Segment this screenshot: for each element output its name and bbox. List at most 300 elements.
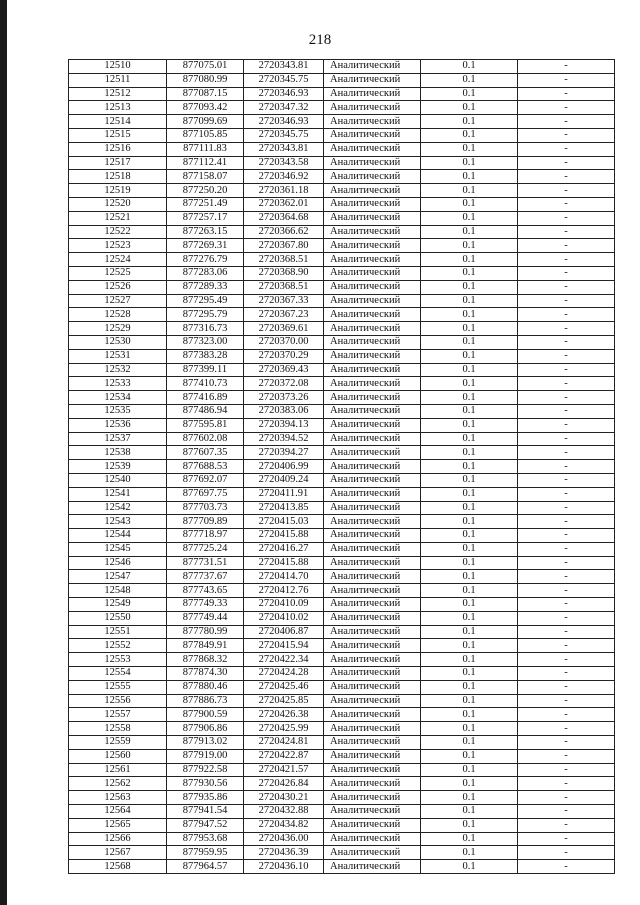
accuracy-cell: 0.1 bbox=[421, 846, 518, 860]
coordinates-table bbox=[68, 59, 615, 874]
y-coordinate-cell: 2720364.68 bbox=[244, 211, 324, 225]
point-number-cell: 12521 bbox=[69, 211, 167, 225]
table-row bbox=[69, 625, 615, 639]
table-row bbox=[69, 87, 615, 101]
method-cell: Аналитический bbox=[324, 515, 421, 529]
table-row bbox=[69, 805, 615, 819]
y-coordinate-cell: 2720343.81 bbox=[244, 142, 324, 156]
x-coordinate-cell: 877718.97 bbox=[167, 529, 244, 543]
y-coordinate-cell: 2720373.26 bbox=[244, 391, 324, 405]
method-cell: Аналитический bbox=[324, 598, 421, 612]
point-number-cell: 12528 bbox=[69, 308, 167, 322]
table-row bbox=[69, 335, 615, 349]
method-cell: Аналитический bbox=[324, 832, 421, 846]
method-cell: Аналитический bbox=[324, 791, 421, 805]
accuracy-cell: 0.1 bbox=[421, 584, 518, 598]
method-cell: Аналитический bbox=[324, 349, 421, 363]
method-cell: Аналитический bbox=[324, 584, 421, 598]
coordinates-table-body bbox=[69, 60, 615, 874]
table-row bbox=[69, 598, 615, 612]
table-row bbox=[69, 708, 615, 722]
y-coordinate-cell: 2720432.88 bbox=[244, 805, 324, 819]
point-number-cell: 12554 bbox=[69, 667, 167, 681]
y-coordinate-cell: 2720370.00 bbox=[244, 335, 324, 349]
table-row bbox=[69, 680, 615, 694]
y-coordinate-cell: 2720394.27 bbox=[244, 446, 324, 460]
y-coordinate-cell: 2720415.88 bbox=[244, 556, 324, 570]
table-row bbox=[69, 501, 615, 515]
note-cell: - bbox=[518, 391, 615, 405]
x-coordinate-cell: 877709.89 bbox=[167, 515, 244, 529]
point-number-cell: 12557 bbox=[69, 708, 167, 722]
accuracy-cell: 0.1 bbox=[421, 363, 518, 377]
table-row bbox=[69, 377, 615, 391]
accuracy-cell: 0.1 bbox=[421, 308, 518, 322]
y-coordinate-cell: 2720426.84 bbox=[244, 777, 324, 791]
note-cell: - bbox=[518, 404, 615, 418]
note-cell: - bbox=[518, 142, 615, 156]
point-number-cell: 12529 bbox=[69, 322, 167, 336]
table-row bbox=[69, 308, 615, 322]
method-cell: Аналитический bbox=[324, 184, 421, 198]
point-number-cell: 12542 bbox=[69, 501, 167, 515]
table-row bbox=[69, 763, 615, 777]
method-cell: Аналитический bbox=[324, 818, 421, 832]
method-cell: Аналитический bbox=[324, 170, 421, 184]
note-cell: - bbox=[518, 73, 615, 87]
method-cell: Аналитический bbox=[324, 418, 421, 432]
x-coordinate-cell: 877283.06 bbox=[167, 266, 244, 280]
note-cell: - bbox=[518, 818, 615, 832]
accuracy-cell: 0.1 bbox=[421, 128, 518, 142]
y-coordinate-cell: 2720406.99 bbox=[244, 460, 324, 474]
y-coordinate-cell: 2720415.03 bbox=[244, 515, 324, 529]
point-number-cell: 12555 bbox=[69, 680, 167, 694]
table-row bbox=[69, 391, 615, 405]
accuracy-cell: 0.1 bbox=[421, 404, 518, 418]
y-coordinate-cell: 2720411.91 bbox=[244, 487, 324, 501]
note-cell: - bbox=[518, 860, 615, 874]
point-number-cell: 12548 bbox=[69, 584, 167, 598]
accuracy-cell: 0.1 bbox=[421, 625, 518, 639]
accuracy-cell: 0.1 bbox=[421, 501, 518, 515]
y-coordinate-cell: 2720406.87 bbox=[244, 625, 324, 639]
point-number-cell: 12524 bbox=[69, 253, 167, 267]
point-number-cell: 12544 bbox=[69, 529, 167, 543]
y-coordinate-cell: 2720367.33 bbox=[244, 294, 324, 308]
table-row bbox=[69, 363, 615, 377]
method-cell: Аналитический bbox=[324, 446, 421, 460]
y-coordinate-cell: 2720346.93 bbox=[244, 115, 324, 129]
table-row bbox=[69, 473, 615, 487]
accuracy-cell: 0.1 bbox=[421, 473, 518, 487]
y-coordinate-cell: 2720367.80 bbox=[244, 239, 324, 253]
note-cell: - bbox=[518, 515, 615, 529]
point-number-cell: 12560 bbox=[69, 749, 167, 763]
point-number-cell: 12527 bbox=[69, 294, 167, 308]
point-number-cell: 12556 bbox=[69, 694, 167, 708]
note-cell: - bbox=[518, 791, 615, 805]
table-row bbox=[69, 611, 615, 625]
accuracy-cell: 0.1 bbox=[421, 653, 518, 667]
method-cell: Аналитический bbox=[324, 680, 421, 694]
y-coordinate-cell: 2720436.00 bbox=[244, 832, 324, 846]
x-coordinate-cell: 877919.00 bbox=[167, 749, 244, 763]
accuracy-cell: 0.1 bbox=[421, 142, 518, 156]
table-row bbox=[69, 460, 615, 474]
note-cell: - bbox=[518, 542, 615, 556]
point-number-cell: 12535 bbox=[69, 404, 167, 418]
method-cell: Аналитический bbox=[324, 391, 421, 405]
method-cell: Аналитический bbox=[324, 322, 421, 336]
accuracy-cell: 0.1 bbox=[421, 694, 518, 708]
y-coordinate-cell: 2720424.81 bbox=[244, 736, 324, 750]
note-cell: - bbox=[518, 473, 615, 487]
x-coordinate-cell: 877688.53 bbox=[167, 460, 244, 474]
method-cell: Аналитический bbox=[324, 266, 421, 280]
note-cell: - bbox=[518, 322, 615, 336]
point-number-cell: 12512 bbox=[69, 87, 167, 101]
accuracy-cell: 0.1 bbox=[421, 418, 518, 432]
x-coordinate-cell: 877703.73 bbox=[167, 501, 244, 515]
note-cell: - bbox=[518, 736, 615, 750]
x-coordinate-cell: 877410.73 bbox=[167, 377, 244, 391]
x-coordinate-cell: 877111.83 bbox=[167, 142, 244, 156]
x-coordinate-cell: 877906.86 bbox=[167, 722, 244, 736]
note-cell: - bbox=[518, 501, 615, 515]
note-cell: - bbox=[518, 529, 615, 543]
note-cell: - bbox=[518, 225, 615, 239]
accuracy-cell: 0.1 bbox=[421, 322, 518, 336]
table-row bbox=[69, 749, 615, 763]
x-coordinate-cell: 877880.46 bbox=[167, 680, 244, 694]
x-coordinate-cell: 877075.01 bbox=[167, 60, 244, 74]
note-cell: - bbox=[518, 639, 615, 653]
method-cell: Аналитический bbox=[324, 570, 421, 584]
accuracy-cell: 0.1 bbox=[421, 487, 518, 501]
x-coordinate-cell: 877416.89 bbox=[167, 391, 244, 405]
y-coordinate-cell: 2720415.88 bbox=[244, 529, 324, 543]
y-coordinate-cell: 2720361.18 bbox=[244, 184, 324, 198]
table-row bbox=[69, 170, 615, 184]
method-cell: Аналитический bbox=[324, 239, 421, 253]
y-coordinate-cell: 2720394.13 bbox=[244, 418, 324, 432]
note-cell: - bbox=[518, 253, 615, 267]
table-row bbox=[69, 142, 615, 156]
note-cell: - bbox=[518, 101, 615, 115]
note-cell: - bbox=[518, 335, 615, 349]
x-coordinate-cell: 877849.91 bbox=[167, 639, 244, 653]
note-cell: - bbox=[518, 418, 615, 432]
accuracy-cell: 0.1 bbox=[421, 611, 518, 625]
note-cell: - bbox=[518, 556, 615, 570]
y-coordinate-cell: 2720412.76 bbox=[244, 584, 324, 598]
method-cell: Аналитический bbox=[324, 60, 421, 74]
accuracy-cell: 0.1 bbox=[421, 598, 518, 612]
point-number-cell: 12549 bbox=[69, 598, 167, 612]
x-coordinate-cell: 877959.95 bbox=[167, 846, 244, 860]
note-cell: - bbox=[518, 763, 615, 777]
note-cell: - bbox=[518, 280, 615, 294]
note-cell: - bbox=[518, 460, 615, 474]
x-coordinate-cell: 877743.65 bbox=[167, 584, 244, 598]
y-coordinate-cell: 2720368.51 bbox=[244, 280, 324, 294]
table-row bbox=[69, 584, 615, 598]
point-number-cell: 12532 bbox=[69, 363, 167, 377]
note-cell: - bbox=[518, 680, 615, 694]
accuracy-cell: 0.1 bbox=[421, 253, 518, 267]
method-cell: Аналитический bbox=[324, 225, 421, 239]
method-cell: Аналитический bbox=[324, 460, 421, 474]
note-cell: - bbox=[518, 487, 615, 501]
table-row bbox=[69, 736, 615, 750]
x-coordinate-cell: 877087.15 bbox=[167, 87, 244, 101]
x-coordinate-cell: 877323.00 bbox=[167, 335, 244, 349]
table-row bbox=[69, 184, 615, 198]
y-coordinate-cell: 2720415.94 bbox=[244, 639, 324, 653]
accuracy-cell: 0.1 bbox=[421, 335, 518, 349]
note-cell: - bbox=[518, 708, 615, 722]
x-coordinate-cell: 877697.75 bbox=[167, 487, 244, 501]
point-number-cell: 12558 bbox=[69, 722, 167, 736]
method-cell: Аналитический bbox=[324, 860, 421, 874]
y-coordinate-cell: 2720434.82 bbox=[244, 818, 324, 832]
accuracy-cell: 0.1 bbox=[421, 736, 518, 750]
method-cell: Аналитический bbox=[324, 694, 421, 708]
note-cell: - bbox=[518, 749, 615, 763]
accuracy-cell: 0.1 bbox=[421, 805, 518, 819]
point-number-cell: 12539 bbox=[69, 460, 167, 474]
method-cell: Аналитический bbox=[324, 501, 421, 515]
point-number-cell: 12543 bbox=[69, 515, 167, 529]
method-cell: Аналитический bbox=[324, 87, 421, 101]
accuracy-cell: 0.1 bbox=[421, 211, 518, 225]
y-coordinate-cell: 2720414.70 bbox=[244, 570, 324, 584]
method-cell: Аналитический bbox=[324, 749, 421, 763]
method-cell: Аналитический bbox=[324, 846, 421, 860]
point-number-cell: 12516 bbox=[69, 142, 167, 156]
table-row bbox=[69, 556, 615, 570]
y-coordinate-cell: 2720345.75 bbox=[244, 128, 324, 142]
table-row bbox=[69, 846, 615, 860]
method-cell: Аналитический bbox=[324, 101, 421, 115]
table-row bbox=[69, 791, 615, 805]
x-coordinate-cell: 877737.67 bbox=[167, 570, 244, 584]
point-number-cell: 12510 bbox=[69, 60, 167, 74]
accuracy-cell: 0.1 bbox=[421, 777, 518, 791]
accuracy-cell: 0.1 bbox=[421, 294, 518, 308]
accuracy-cell: 0.1 bbox=[421, 722, 518, 736]
method-cell: Аналитический bbox=[324, 115, 421, 129]
method-cell: Аналитический bbox=[324, 128, 421, 142]
note-cell: - bbox=[518, 197, 615, 211]
table-row bbox=[69, 722, 615, 736]
method-cell: Аналитический bbox=[324, 294, 421, 308]
y-coordinate-cell: 2720372.08 bbox=[244, 377, 324, 391]
table-row bbox=[69, 570, 615, 584]
method-cell: Аналитический bbox=[324, 763, 421, 777]
accuracy-cell: 0.1 bbox=[421, 170, 518, 184]
point-number-cell: 12561 bbox=[69, 763, 167, 777]
point-number-cell: 12523 bbox=[69, 239, 167, 253]
method-cell: Аналитический bbox=[324, 777, 421, 791]
method-cell: Аналитический bbox=[324, 432, 421, 446]
x-coordinate-cell: 877112.41 bbox=[167, 156, 244, 170]
table-row bbox=[69, 115, 615, 129]
x-coordinate-cell: 877935.86 bbox=[167, 791, 244, 805]
note-cell: - bbox=[518, 60, 615, 74]
accuracy-cell: 0.1 bbox=[421, 225, 518, 239]
point-number-cell: 12533 bbox=[69, 377, 167, 391]
point-number-cell: 12530 bbox=[69, 335, 167, 349]
y-coordinate-cell: 2720424.28 bbox=[244, 667, 324, 681]
point-number-cell: 12536 bbox=[69, 418, 167, 432]
method-cell: Аналитический bbox=[324, 736, 421, 750]
note-cell: - bbox=[518, 694, 615, 708]
x-coordinate-cell: 877868.32 bbox=[167, 653, 244, 667]
accuracy-cell: 0.1 bbox=[421, 667, 518, 681]
note-cell: - bbox=[518, 611, 615, 625]
accuracy-cell: 0.1 bbox=[421, 515, 518, 529]
method-cell: Аналитический bbox=[324, 487, 421, 501]
accuracy-cell: 0.1 bbox=[421, 542, 518, 556]
x-coordinate-cell: 877099.69 bbox=[167, 115, 244, 129]
table-row bbox=[69, 280, 615, 294]
accuracy-cell: 0.1 bbox=[421, 708, 518, 722]
method-cell: Аналитический bbox=[324, 805, 421, 819]
note-cell: - bbox=[518, 266, 615, 280]
note-cell: - bbox=[518, 363, 615, 377]
method-cell: Аналитический bbox=[324, 197, 421, 211]
y-coordinate-cell: 2720343.58 bbox=[244, 156, 324, 170]
page-number: 218 bbox=[308, 32, 332, 48]
accuracy-cell: 0.1 bbox=[421, 556, 518, 570]
note-cell: - bbox=[518, 294, 615, 308]
table-row bbox=[69, 225, 615, 239]
point-number-cell: 12525 bbox=[69, 266, 167, 280]
point-number-cell: 12551 bbox=[69, 625, 167, 639]
table-row bbox=[69, 653, 615, 667]
note-cell: - bbox=[518, 211, 615, 225]
accuracy-cell: 0.1 bbox=[421, 377, 518, 391]
accuracy-cell: 0.1 bbox=[421, 266, 518, 280]
accuracy-cell: 0.1 bbox=[421, 832, 518, 846]
accuracy-cell: 0.1 bbox=[421, 184, 518, 198]
accuracy-cell: 0.1 bbox=[421, 639, 518, 653]
note-cell: - bbox=[518, 308, 615, 322]
x-coordinate-cell: 877749.33 bbox=[167, 598, 244, 612]
x-coordinate-cell: 877295.79 bbox=[167, 308, 244, 322]
x-coordinate-cell: 877276.79 bbox=[167, 253, 244, 267]
note-cell: - bbox=[518, 446, 615, 460]
x-coordinate-cell: 877289.33 bbox=[167, 280, 244, 294]
y-coordinate-cell: 2720383.06 bbox=[244, 404, 324, 418]
method-cell: Аналитический bbox=[324, 611, 421, 625]
x-coordinate-cell: 877080.99 bbox=[167, 73, 244, 87]
method-cell: Аналитический bbox=[324, 404, 421, 418]
note-cell: - bbox=[518, 87, 615, 101]
point-number-cell: 12568 bbox=[69, 860, 167, 874]
point-number-cell: 12522 bbox=[69, 225, 167, 239]
point-number-cell: 12552 bbox=[69, 639, 167, 653]
x-coordinate-cell: 877725.24 bbox=[167, 542, 244, 556]
accuracy-cell: 0.1 bbox=[421, 349, 518, 363]
y-coordinate-cell: 2720362.01 bbox=[244, 197, 324, 211]
x-coordinate-cell: 877692.07 bbox=[167, 473, 244, 487]
method-cell: Аналитический bbox=[324, 308, 421, 322]
y-coordinate-cell: 2720425.85 bbox=[244, 694, 324, 708]
x-coordinate-cell: 877383.28 bbox=[167, 349, 244, 363]
x-coordinate-cell: 877922.58 bbox=[167, 763, 244, 777]
accuracy-cell: 0.1 bbox=[421, 763, 518, 777]
y-coordinate-cell: 2720413.85 bbox=[244, 501, 324, 515]
y-coordinate-cell: 2720436.10 bbox=[244, 860, 324, 874]
point-number-cell: 12540 bbox=[69, 473, 167, 487]
accuracy-cell: 0.1 bbox=[421, 197, 518, 211]
x-coordinate-cell: 877595.81 bbox=[167, 418, 244, 432]
method-cell: Аналитический bbox=[324, 211, 421, 225]
x-coordinate-cell: 877486.94 bbox=[167, 404, 244, 418]
accuracy-cell: 0.1 bbox=[421, 791, 518, 805]
point-number-cell: 12537 bbox=[69, 432, 167, 446]
table-row bbox=[69, 818, 615, 832]
method-cell: Аналитический bbox=[324, 722, 421, 736]
x-coordinate-cell: 877607.35 bbox=[167, 446, 244, 460]
x-coordinate-cell: 877093.42 bbox=[167, 101, 244, 115]
accuracy-cell: 0.1 bbox=[421, 101, 518, 115]
note-cell: - bbox=[518, 777, 615, 791]
method-cell: Аналитический bbox=[324, 335, 421, 349]
note-cell: - bbox=[518, 184, 615, 198]
accuracy-cell: 0.1 bbox=[421, 432, 518, 446]
y-coordinate-cell: 2720409.24 bbox=[244, 473, 324, 487]
note-cell: - bbox=[518, 115, 615, 129]
accuracy-cell: 0.1 bbox=[421, 529, 518, 543]
table-row bbox=[69, 156, 615, 170]
note-cell: - bbox=[518, 128, 615, 142]
method-cell: Аналитический bbox=[324, 280, 421, 294]
table-row bbox=[69, 211, 615, 225]
point-number-cell: 12513 bbox=[69, 101, 167, 115]
x-coordinate-cell: 877731.51 bbox=[167, 556, 244, 570]
note-cell: - bbox=[518, 722, 615, 736]
y-coordinate-cell: 2720421.57 bbox=[244, 763, 324, 777]
method-cell: Аналитический bbox=[324, 639, 421, 653]
point-number-cell: 12564 bbox=[69, 805, 167, 819]
point-number-cell: 12559 bbox=[69, 736, 167, 750]
y-coordinate-cell: 2720394.52 bbox=[244, 432, 324, 446]
accuracy-cell: 0.1 bbox=[421, 115, 518, 129]
table-row bbox=[69, 253, 615, 267]
method-cell: Аналитический bbox=[324, 142, 421, 156]
method-cell: Аналитический bbox=[324, 708, 421, 722]
note-cell: - bbox=[518, 598, 615, 612]
y-coordinate-cell: 2720422.87 bbox=[244, 749, 324, 763]
y-coordinate-cell: 2720410.09 bbox=[244, 598, 324, 612]
y-coordinate-cell: 2720369.61 bbox=[244, 322, 324, 336]
method-cell: Аналитический bbox=[324, 253, 421, 267]
table-row bbox=[69, 487, 615, 501]
x-coordinate-cell: 877947.52 bbox=[167, 818, 244, 832]
point-number-cell: 12562 bbox=[69, 777, 167, 791]
x-coordinate-cell: 877316.73 bbox=[167, 322, 244, 336]
note-cell: - bbox=[518, 584, 615, 598]
table-row bbox=[69, 667, 615, 681]
table-row bbox=[69, 515, 615, 529]
accuracy-cell: 0.1 bbox=[421, 818, 518, 832]
point-number-cell: 12520 bbox=[69, 197, 167, 211]
x-coordinate-cell: 877930.56 bbox=[167, 777, 244, 791]
